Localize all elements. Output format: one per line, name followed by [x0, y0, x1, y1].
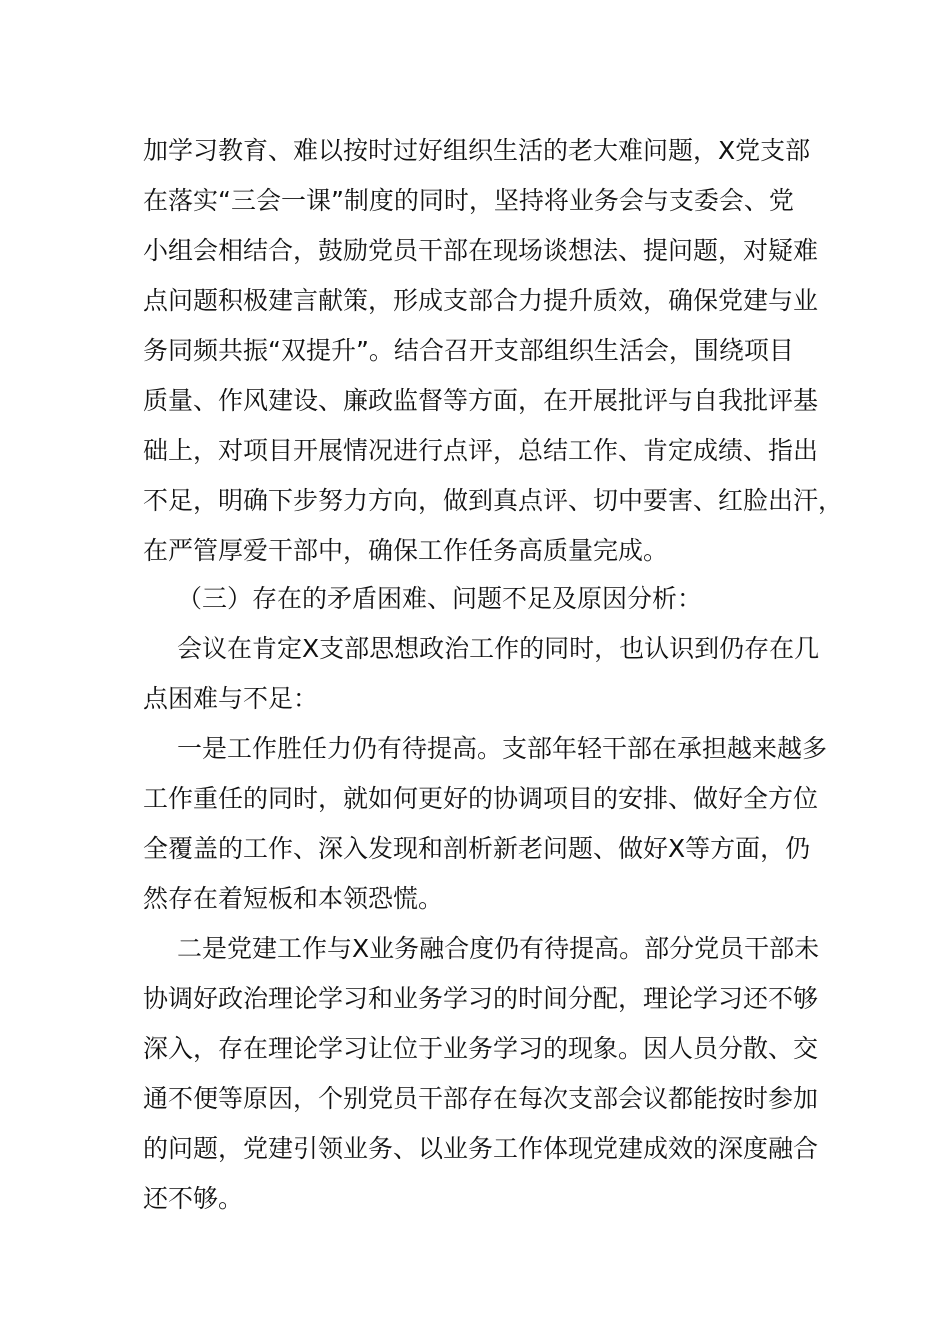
text-line-12: 点困难与不足：: [143, 684, 319, 713]
text-line-16: 然存在着短板和本领恐慌。: [143, 884, 444, 913]
text-line-8: 不足，明确下步努力方向，做到真点评、切中要害、红脸出汗，: [143, 486, 844, 515]
text-line-20: 通不便等原因，个别党员干部存在每次支部会议都能按时参加: [143, 1084, 819, 1113]
text-line-1: 加学习教育、难以按时过好组织生活的老大难问题，X党支部: [143, 136, 811, 165]
text-line-22: 还不够。: [143, 1184, 244, 1213]
text-line-18: 协调好政治理论学习和业务学习的时间分配，理论学习还不够: [143, 984, 819, 1013]
text-line-21: 的问题，党建引领业务、以业务工作体现党建成效的深度融合: [143, 1134, 819, 1163]
section-heading: （三）存在的矛盾困难、问题不足及原因分析：: [177, 584, 703, 613]
text-line-17: 二是党建工作与X业务融合度仍有待提高。部分党员干部未: [177, 934, 820, 963]
text-line-2: 在落实“三会一课”制度的同时，坚持将业务会与支委会、党: [143, 186, 794, 215]
text-line-11: 会议在肯定X支部思想政治工作的同时，也认识到仍存在几: [177, 634, 820, 663]
text-line-7: 础上，对项目开展情况进行点评，总结工作、肯定成绩、指出: [143, 436, 819, 465]
text-line-6: 质量、作风建设、廉政监督等方面，在开展批评与自我批评基: [143, 386, 819, 415]
text-line-5: 务同频共振“双提升”。结合召开支部组织生活会，围绕项目: [143, 336, 794, 365]
text-line-9: 在严管厚爱干部中，确保工作任务高质量完成。: [143, 536, 669, 565]
text-line-19: 深入，存在理论学习让位于业务学习的现象。因人员分散、交: [143, 1034, 819, 1063]
text-line-3: 小组会相结合，鼓励党员干部在现场谈想法、提问题，对疑难: [143, 236, 819, 265]
text-line-15: 全覆盖的工作、深入发现和剖析新老问题、做好X等方面，仍: [143, 834, 811, 863]
text-line-4: 点问题积极建言献策，形成支部合力提升质效，确保党建与业: [143, 286, 819, 315]
text-line-14: 工作重任的同时，就如何更好的协调项目的安排、做好全方位: [143, 784, 819, 813]
text-line-13: 一是工作胜任力仍有待提高。支部年轻干部在承担越来越多: [177, 734, 828, 763]
